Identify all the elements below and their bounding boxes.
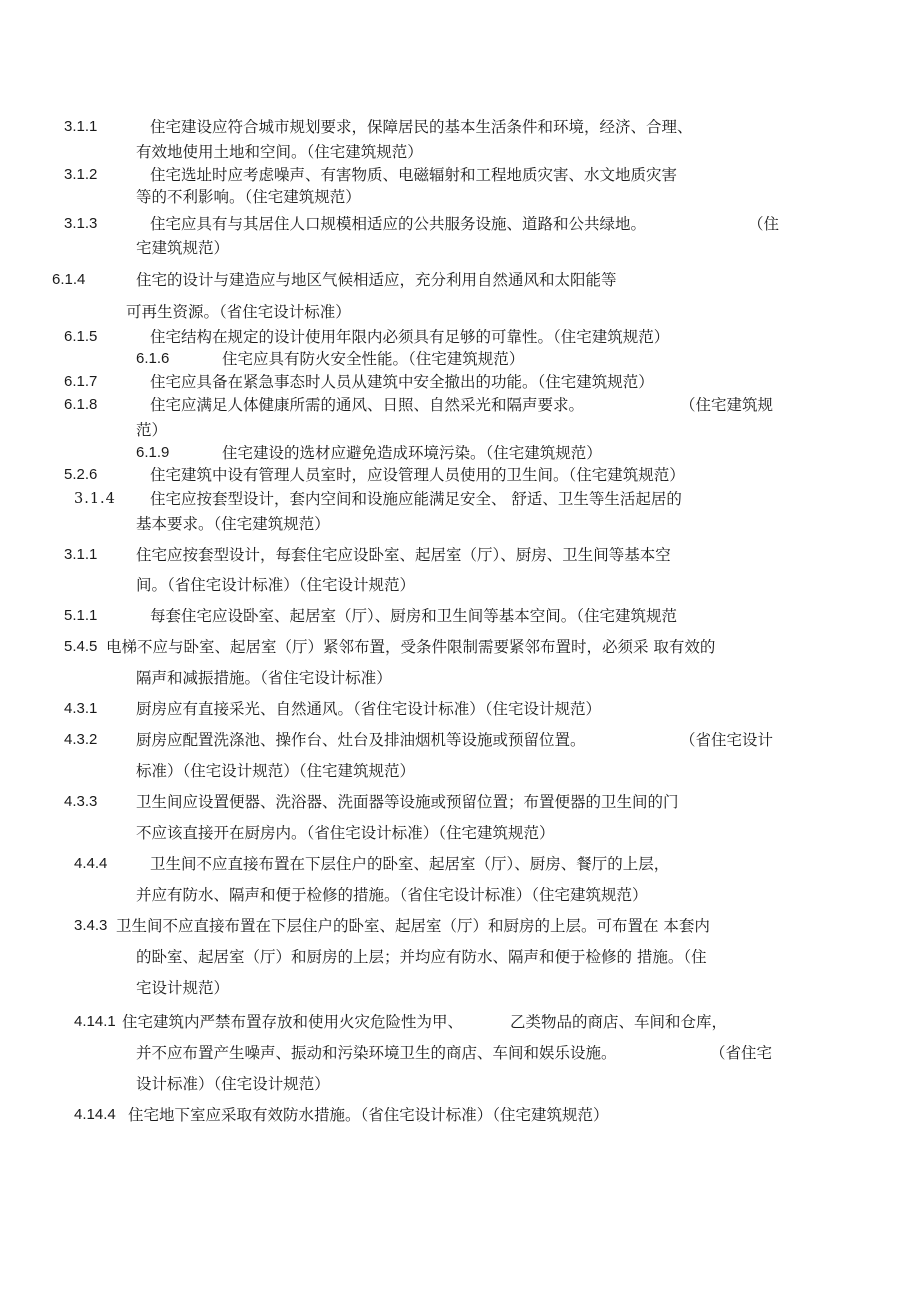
clause-text: （省住宅设计 <box>680 731 774 749</box>
clause-text: 住宅选址时应考虑噪声、有害物质、电磁辐射和工程地质灾害、水文地质灾害 <box>150 166 678 184</box>
clause-text: 住宅应具有与其居住人口规模相适应的公共服务设施、道路和公共绿地。 <box>150 215 647 233</box>
clause-text: 设计标准）（住宅设计规范） <box>136 1075 330 1093</box>
clause-text: 每套住宅应设卧室、起居室（厅）、厨房和卫生间等基本空间。（住宅建筑规范 <box>150 607 678 625</box>
clause-text: 住宅建设的选材应避免造成环境污染。（住宅建筑规范） <box>222 444 602 462</box>
clause-text: 厨房应有直接采光、自然通风。（省住宅设计标准）（住宅设计规范） <box>136 700 602 718</box>
clause-text: （住宅建筑规 <box>680 396 774 414</box>
clause-text: 间。（省住宅设计标准）（住宅设计规范） <box>136 576 416 594</box>
clause-text: 乙类物品的商店、车间和仓库， <box>510 1013 728 1031</box>
clause-text: 住宅建设应符合城市规划要求，保障居民的基本生活条件和环境，经济、合理、 <box>150 118 693 136</box>
clause-number: 6.1.6 <box>136 350 170 367</box>
clause-number: 5.1.1 <box>64 607 98 624</box>
clause-number: 4.14.4 <box>74 1106 116 1123</box>
clause-text: 等的不利影响。（住宅建筑规范） <box>136 188 361 206</box>
clause-number: 3.4.3 <box>74 917 108 934</box>
clause-number: 4.4.4 <box>74 855 108 872</box>
clause-text: 住宅建筑内严禁布置存放和使用火灾危险性为甲、 <box>122 1013 464 1031</box>
clause-text: 住宅应按套型设计，每套住宅应设卧室、起居室（厅）、厨房、卫生间等基本空 <box>136 546 671 564</box>
clause-number: 4.14.1 <box>74 1013 116 1030</box>
clause-text: 住宅应具有防火安全性能。（住宅建筑规范） <box>222 350 525 368</box>
clause-number: 4.3.2 <box>64 731 98 748</box>
clause-number: 6.1.7 <box>64 373 98 390</box>
clause-number: 5.4.5 <box>64 638 98 655</box>
clause-number: 3.1.4 <box>74 491 116 507</box>
clause-text: 并应有防水、隔声和便于检修的措施。（省住宅设计标准）（住宅建筑规范） <box>136 886 648 904</box>
clause-text: 厨房应配置洗涤池、操作台、灶台及排油烟机等设施或预留位置。 <box>136 731 586 749</box>
clause-text: 隔声和减振措施。（省住宅设计标准） <box>136 669 392 687</box>
clause-text: 基本要求。（住宅建筑规范） <box>136 515 330 533</box>
clause-number: 5.2.6 <box>64 466 98 483</box>
clause-text: 住宅应具备在紧急事态时人员从建筑中安全撤出的功能。（住宅建筑规范） <box>150 373 654 391</box>
clause-text: 住宅应按套型设计，套内空间和设施应能满足安全、 舒适、卫生等生活起居的 <box>150 490 682 508</box>
clause-text: 不应该直接开在厨房内。（省住宅设计标准）（住宅建筑规范） <box>136 824 555 842</box>
clause-text: 住宅的设计与建造应与地区气候相适应，充分利用自然通风和太阳能等 <box>136 271 617 289</box>
clause-text: 可再生资源。（省住宅设计标准） <box>126 303 351 321</box>
clause-text: 的卧室、起居室（厅）和厨房的上层；并均应有防水、隔声和便于检修的 措施。（住 <box>136 948 707 966</box>
clause-text: （住 <box>748 215 780 233</box>
clause-text: 住宅建筑中设有管理人员室时，应设管理人员使用的卫生间。（住宅建筑规范） <box>150 466 685 484</box>
clause-text: 住宅地下室应采取有效防水措施。（省住宅设计标准）（住宅建筑规范） <box>128 1106 609 1124</box>
clause-text: （省住宅 <box>710 1044 773 1062</box>
clause-text: 住宅应满足人体健康所需的通风、日照、自然采光和隔声要求。 <box>150 396 585 414</box>
clause-text: 卫生间不应直接布置在下层住户的卧室、起居室（厅）和厨房的上层。可布置在 本套内 <box>116 917 710 935</box>
clause-text: 卫生间应设置便器、洗浴器、洗面器等设施或预留位置；布置便器的卫生间的门 <box>136 793 679 811</box>
clause-text: 有效地使用土地和空间。（住宅建筑规范） <box>136 143 423 161</box>
clause-text: 宅设计规范） <box>136 979 230 997</box>
clause-number: 6.1.4 <box>52 271 86 288</box>
clause-text: 范） <box>136 421 168 439</box>
clause-text: 电梯不应与卧室、起居室（厅）紧邻布置，受条件限制需要紧邻布置时，必须采 取有效的 <box>106 638 716 656</box>
clause-text: 标准）（住宅设计规范）（住宅建筑规范） <box>136 762 416 780</box>
clause-text: 宅建筑规范） <box>136 239 230 257</box>
clause-number: 4.3.1 <box>64 700 98 717</box>
clause-number: 3.1.1 <box>64 118 98 135</box>
clause-number: 6.1.9 <box>136 444 170 461</box>
clause-number: 6.1.8 <box>64 396 98 413</box>
clause-number: 4.3.3 <box>64 793 98 810</box>
clause-text: 并不应布置产生噪声、振动和污染环境卫生的商店、车间和娱乐设施。 <box>136 1044 617 1062</box>
clause-text: 卫生间不应直接布置在下层住户的卧室、起居室（厅）、厨房、餐厅的上层， <box>150 855 670 873</box>
clause-number: 3.1.1 <box>64 546 98 563</box>
clause-number: 3.1.3 <box>64 215 98 232</box>
clause-number: 3.1.2 <box>64 166 98 183</box>
clause-text: 住宅结构在规定的设计使用年限内必须具有足够的可靠性。（住宅建筑规范） <box>150 328 670 346</box>
clause-number: 6.1.5 <box>64 328 98 345</box>
